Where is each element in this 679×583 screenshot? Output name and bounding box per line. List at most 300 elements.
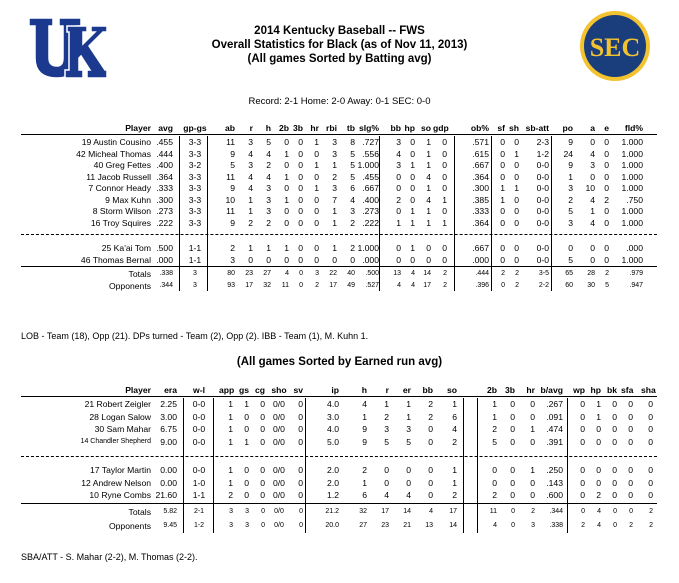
batting-reserve-row-sf-cell: 0 bbox=[500, 254, 505, 265]
pitching-row-3b-cell: 0 bbox=[510, 399, 515, 409]
batting-reserve-row-gdp-cell: 0 bbox=[442, 243, 447, 253]
pitching-row bbox=[21, 423, 657, 435]
batting-row-gp-gs-cell: 3-3 bbox=[188, 183, 202, 193]
pitching-header-w-l-cell: w-l bbox=[193, 385, 205, 395]
pitching-row-hp-cell: 1 bbox=[596, 399, 601, 409]
batting-header-a-cell: a bbox=[590, 123, 595, 133]
batting-row-h-cell: 2 bbox=[266, 160, 271, 170]
pitching-row-app-cell: 1 bbox=[228, 424, 233, 434]
batting-row-player-cell: 7 Connor Heady bbox=[88, 183, 151, 193]
batting-totals-row-ob-cell: .444 bbox=[475, 270, 489, 277]
pitching-totals-row-r-cell: 17 bbox=[381, 507, 389, 515]
batting-row-avg-cell: .444 bbox=[156, 148, 173, 159]
report-subtitle: Overall Statistics for Black (as of Nov 11, 2013) bbox=[211, 39, 468, 51]
batting-row-bb-cell: 1 bbox=[396, 217, 401, 228]
batting-reserve-row-a-cell: 0 bbox=[590, 243, 595, 253]
batting-row-hp-cell: 0 bbox=[410, 171, 415, 182]
batting-row-tb-cell: 8 bbox=[350, 137, 355, 147]
batting-row-gp-gs-cell: 3-3 bbox=[188, 171, 202, 182]
batting-row-po-cell: 3 bbox=[568, 183, 573, 193]
batting-row-3b-cell: 0 bbox=[298, 137, 303, 147]
pitching-reserve-row-hr-cell: 1 bbox=[530, 465, 535, 475]
pitching-reserve-row bbox=[21, 464, 657, 476]
pitching-header-hp-cell: hp bbox=[590, 385, 601, 395]
batting-reserve-row-hr-cell: 0 bbox=[314, 243, 319, 253]
batting-reserve-row-r-cell: 0 bbox=[248, 254, 253, 265]
batting-row-e-cell: 0 bbox=[604, 160, 609, 170]
batting-row-2b-cell: 0 bbox=[284, 160, 289, 170]
pitching-row-app-cell: 1 bbox=[228, 399, 233, 409]
pitching-reserve-row-sho-cell: 0/0 bbox=[273, 477, 285, 488]
batting-row-gdp-cell: 0 bbox=[442, 183, 447, 193]
batting-row-h-cell: 3 bbox=[266, 183, 271, 193]
pitching-row-sha-cell: 0 bbox=[648, 424, 653, 434]
pitching-reserve-row-hp-cell: 0 bbox=[596, 465, 601, 475]
batting-row-hr-cell: 0 bbox=[314, 206, 319, 216]
batting-table bbox=[21, 122, 657, 322]
batting-row-fld-cell: 1.000 bbox=[621, 206, 643, 216]
pitching-reserve-row-era-cell: 21.60 bbox=[155, 490, 177, 500]
batting-row-gp-gs-cell: 3-3 bbox=[188, 137, 202, 147]
batting-opponents-row-2b-cell: 11 bbox=[281, 281, 289, 289]
batting-row-avg-cell: .400 bbox=[156, 160, 173, 170]
batting-row-hp-cell: 1 bbox=[410, 160, 415, 170]
batting-row-h-cell: 2 bbox=[266, 217, 271, 228]
batting-totals-row-ab-cell: 80 bbox=[227, 270, 235, 277]
pitching-row-w-l-cell: 0-0 bbox=[192, 411, 206, 422]
batting-row-gdp-cell: 0 bbox=[442, 148, 447, 159]
pitching-row-era-cell: 3.00 bbox=[160, 411, 177, 422]
pitching-reserve-row-so-cell: 1 bbox=[452, 477, 457, 488]
pitching-row-h-cell: 4 bbox=[362, 399, 367, 409]
batting-totals-rule bbox=[21, 266, 657, 267]
batting-column-rule bbox=[179, 136, 180, 291]
batting-reserve-divider bbox=[21, 234, 657, 235]
batting-row-sf-cell: 0 bbox=[500, 206, 505, 216]
batting-row-2b-cell: 0 bbox=[284, 183, 289, 193]
pitching-reserve-row-3b-cell: 0 bbox=[510, 490, 515, 500]
batting-row-hp-cell: 0 bbox=[410, 148, 415, 159]
batting-row-fld-cell: 1.000 bbox=[621, 160, 643, 170]
pitching-opponents-row-hr-cell: 3 bbox=[531, 522, 535, 529]
pitching-header-gs-cell: gs bbox=[238, 385, 249, 395]
pitching-opponents-row-sv-cell: 0 bbox=[299, 522, 303, 529]
batting-row-sb-att-cell: 0-0 bbox=[536, 217, 549, 228]
batting-reserve-row-rbi-cell: 0 bbox=[332, 254, 337, 265]
batting-row-sf-cell: 0 bbox=[500, 137, 505, 147]
batting-row-so-cell: 1 bbox=[426, 137, 431, 147]
batting-row-gp-gs-cell: 3-2 bbox=[188, 160, 202, 170]
batting-row-sf-cell: 1 bbox=[500, 194, 505, 205]
pitching-reserve-row-er-cell: 0 bbox=[406, 465, 411, 475]
batting-reserve-row-avg-cell: .000 bbox=[156, 254, 173, 265]
batting-row-ob-cell: .333 bbox=[472, 206, 489, 216]
batting-totals-row-sh-cell: 2 bbox=[515, 270, 519, 277]
batting-reserve-row-slg-cell: 1.000 bbox=[357, 243, 379, 253]
batting-row-rbi-cell: 3 bbox=[332, 183, 337, 193]
pitching-reserve-row-hp-cell: 2 bbox=[596, 490, 601, 500]
batting-row-r-cell: 3 bbox=[248, 137, 253, 147]
pitching-row-sv-cell: 0 bbox=[298, 399, 303, 409]
pitching-reserve-row-sfa-cell: 0 bbox=[628, 465, 633, 475]
pitching-row-so-cell: 2 bbox=[452, 436, 457, 447]
batting-row-fld-cell: 1.000 bbox=[621, 217, 643, 228]
pitching-row-wp-cell: 0 bbox=[580, 399, 585, 409]
pitching-reserve-row-cg-cell: 0 bbox=[260, 477, 265, 488]
batting-row-slg-cell: .400 bbox=[362, 194, 379, 205]
pitching-row-era-cell: 6.75 bbox=[160, 424, 177, 434]
batting-row-hp-cell: 1 bbox=[410, 217, 415, 228]
pitching-reserve-row-gs-cell: 0 bbox=[244, 477, 249, 488]
batting-row-a-cell: 0 bbox=[590, 137, 595, 147]
batting-totals-row-rbi-cell: 22 bbox=[329, 270, 337, 277]
batting-reserve-row-avg-cell: .500 bbox=[156, 243, 173, 253]
batting-totals-row-fld-cell: .979 bbox=[629, 270, 643, 277]
pitching-header-bk-cell: bk bbox=[606, 385, 617, 395]
batting-row-avg-cell: .300 bbox=[156, 194, 173, 205]
batting-row-3b-cell: 0 bbox=[298, 171, 303, 182]
pitching-totals-row-so-cell: 17 bbox=[449, 507, 457, 515]
pitching-row-gs-cell: 1 bbox=[244, 399, 249, 409]
batting-header-ob-cell: ob% bbox=[470, 123, 489, 133]
pitching-reserve-row-r-cell: 0 bbox=[384, 477, 389, 488]
batting-reserve-row-sb-att-cell: 0-0 bbox=[536, 243, 549, 253]
pitching-reserve-row-hr-cell: 0 bbox=[530, 477, 535, 488]
pitching-reserve-row-sho-cell: 0/0 bbox=[273, 465, 285, 475]
pitching-row-so-cell: 1 bbox=[452, 399, 457, 409]
batting-reserve-row-r-cell: 1 bbox=[248, 243, 253, 253]
pitching-column-rule bbox=[213, 398, 214, 533]
pitching-reserve-row-h-cell: 1 bbox=[362, 477, 367, 488]
batting-opponents-row-r-cell: 17 bbox=[245, 281, 253, 289]
batting-reserve-row-sh-cell: 0 bbox=[514, 243, 519, 253]
pitching-reserve-row-3b-cell: 0 bbox=[510, 465, 515, 475]
pitching-reserve-row-b-avg-cell: .143 bbox=[546, 477, 563, 488]
batting-reserve-row-po-cell: 0 bbox=[568, 243, 573, 253]
pitching-totals-row-era-cell: 5.82 bbox=[163, 507, 177, 515]
batting-totals-row-2b-cell: 4 bbox=[285, 270, 289, 277]
batting-row-tb-cell: 4 bbox=[350, 194, 355, 205]
batting-totals-row bbox=[21, 268, 657, 280]
pitching-reserve-row bbox=[21, 477, 657, 489]
pitching-header-cg-cell: cg bbox=[254, 385, 265, 395]
pitching-row bbox=[21, 436, 657, 448]
batting-reserve-row-sf-cell: 0 bbox=[500, 243, 505, 253]
batting-header-avg-cell: avg bbox=[158, 123, 173, 133]
batting-reserve-row-2b-cell: 0 bbox=[284, 254, 289, 265]
batting-row-3b-cell: 0 bbox=[298, 148, 303, 159]
batting-reserve-row-h-cell: 1 bbox=[266, 243, 271, 253]
batting-reserve-row-gp-gs-cell: 1-1 bbox=[188, 243, 202, 253]
batting-column-rule bbox=[454, 136, 455, 291]
pitching-row-sha-cell: 0 bbox=[648, 399, 653, 409]
pitching-opponents-row-er-cell: 21 bbox=[403, 522, 411, 529]
batting-row-po-cell: 9 bbox=[568, 137, 573, 147]
batting-row bbox=[21, 205, 657, 217]
batting-row bbox=[21, 217, 657, 229]
pitching-row-w-l-cell: 0-0 bbox=[192, 399, 206, 409]
batting-reserve-row-hr-cell: 0 bbox=[314, 254, 319, 265]
batting-row-slg-cell: .556 bbox=[362, 148, 379, 159]
pitching-reserve-row-hp-cell: 0 bbox=[596, 477, 601, 488]
batting-row-hr-cell: 0 bbox=[314, 217, 319, 228]
pitching-reserve-row-w-l-cell: 1-0 bbox=[192, 477, 206, 488]
pitching-row-h-cell: 9 bbox=[362, 424, 367, 434]
pitching-row-b-avg-cell: .474 bbox=[546, 424, 563, 434]
batting-reserve-row-so-cell: 0 bbox=[426, 254, 431, 265]
pitching-reserve-row-ip-cell: 2.0 bbox=[327, 465, 339, 475]
batting-header-ab-cell: ab bbox=[224, 123, 235, 133]
pitching-totals-row-h-cell: 32 bbox=[359, 507, 367, 515]
pitching-opponents-row-cg-cell: 0 bbox=[261, 522, 265, 529]
pitching-reserve-row-bb-cell: 0 bbox=[428, 477, 433, 488]
batting-totals-row-h-cell: 27 bbox=[263, 270, 271, 277]
batting-reserve-row-so-cell: 0 bbox=[426, 243, 431, 253]
pitching-row-2b-cell: 5 bbox=[492, 436, 497, 447]
batting-header bbox=[21, 122, 657, 134]
pitching-row-wp-cell: 0 bbox=[580, 424, 585, 434]
batting-row-rbi-cell: 1 bbox=[332, 160, 337, 170]
pitching-reserve-row-w-l-cell: 1-1 bbox=[192, 490, 206, 500]
pitching-row-bk-cell: 0 bbox=[612, 436, 617, 447]
pitching-opponents-row-r-cell: 23 bbox=[381, 522, 389, 529]
batting-row-e-cell: 0 bbox=[604, 183, 609, 193]
batting-row-ob-cell: .364 bbox=[472, 171, 489, 182]
pitching-row-2b-cell: 2 bbox=[492, 424, 497, 434]
batting-opponents-row-sb-att-cell: 2-2 bbox=[538, 281, 549, 289]
pitching-opponents-row-b-avg-cell: .338 bbox=[549, 522, 563, 529]
batting-row bbox=[21, 182, 657, 194]
pitching-row-hr-cell: 0 bbox=[530, 399, 535, 409]
batting-header-h-cell: h bbox=[265, 123, 271, 133]
pitching-reserve-row-3b-cell: 0 bbox=[510, 477, 515, 488]
pitching-reserve-row-era-cell: 0.00 bbox=[160, 477, 177, 488]
pitching-row-gs-cell: 1 bbox=[244, 436, 249, 447]
pitching-reserve-row-sha-cell: 0 bbox=[648, 465, 653, 475]
batting-row-2b-cell: 1 bbox=[284, 194, 289, 205]
pitching-reserve-row-wp-cell: 0 bbox=[580, 477, 585, 488]
pitching-reserve-row-h-cell: 2 bbox=[362, 465, 367, 475]
batting-row-r-cell: 4 bbox=[248, 183, 253, 193]
pitching-reserve-row-sv-cell: 0 bbox=[298, 490, 303, 500]
pitching-reserve-row-b-avg-cell: .600 bbox=[546, 490, 563, 500]
pitching-header-rule bbox=[21, 396, 657, 397]
pitching-row-era-cell: 9.00 bbox=[160, 436, 177, 447]
pitching-column-rule bbox=[305, 398, 306, 533]
pitching-totals-row-hp-cell: 4 bbox=[597, 507, 601, 515]
pitching-row-sfa-cell: 0 bbox=[628, 411, 633, 422]
batting-row-hp-cell: 1 bbox=[410, 206, 415, 216]
batting-row-sb-att-cell: 0-0 bbox=[536, 183, 549, 193]
batting-row-rbi-cell: 1 bbox=[332, 217, 337, 228]
pitching-opponents-row-player-cell: Opponents bbox=[108, 521, 151, 531]
pitching-row-sho-cell: 0/0 bbox=[273, 399, 285, 409]
batting-column-rule bbox=[379, 136, 380, 291]
batting-reserve-row bbox=[21, 254, 657, 266]
pitching-row-er-cell: 1 bbox=[406, 399, 411, 409]
batting-opponents-row-e-cell: 5 bbox=[605, 281, 609, 289]
batting-row-sf-cell: 1 bbox=[500, 183, 505, 193]
pitching-row-cg-cell: 0 bbox=[260, 411, 265, 422]
batting-reserve-row-tb-cell: 0 bbox=[350, 254, 355, 265]
batting-row-a-cell: 0 bbox=[590, 171, 595, 182]
pitching-row-3b-cell: 0 bbox=[510, 411, 515, 422]
batting-header-player-cell: Player bbox=[125, 123, 151, 133]
batting-row-hr-cell: 1 bbox=[314, 137, 319, 147]
pitching-reserve-row-er-cell: 4 bbox=[406, 490, 411, 500]
pitching-reserve-row-app-cell: 2 bbox=[228, 490, 233, 500]
batting-row-h-cell: 3 bbox=[266, 206, 271, 216]
pitching-row-h-cell: 1 bbox=[362, 411, 367, 422]
pitching-row-so-cell: 6 bbox=[452, 411, 457, 422]
pitching-reserve-row-app-cell: 1 bbox=[228, 465, 233, 475]
batting-header-bb-cell: bb bbox=[390, 123, 401, 133]
batting-totals-row-hr-cell: 3 bbox=[315, 270, 319, 277]
batting-header-gdp-cell: gdp bbox=[433, 123, 449, 133]
batting-row-a-cell: 4 bbox=[590, 194, 595, 205]
pitching-header-bb-cell: bb bbox=[422, 385, 433, 395]
pitching-totals-row-bk-cell: 0 bbox=[613, 507, 617, 515]
pitching-reserve-row-b-avg-cell: .250 bbox=[546, 465, 563, 475]
batting-totals-row-gdp-cell: 2 bbox=[443, 270, 447, 277]
batting-row-ab-cell: 9 bbox=[230, 183, 235, 193]
pitching-row-er-cell: 3 bbox=[406, 424, 411, 434]
batting-opponents-row-gp-gs-cell: 3 bbox=[193, 281, 197, 289]
batting-row-slg-cell: .222 bbox=[362, 217, 379, 228]
batting-totals-row-tb-cell: 40 bbox=[347, 270, 355, 277]
batting-row-so-cell: 1 bbox=[426, 148, 431, 159]
batting-row-sh-cell: 0 bbox=[514, 137, 519, 147]
batting-row-gdp-cell: 0 bbox=[442, 171, 447, 182]
batting-reserve-row-sh-cell: 0 bbox=[514, 254, 519, 265]
batting-row-bb-cell: 2 bbox=[396, 194, 401, 205]
pitching-row-w-l-cell: 0-0 bbox=[192, 436, 206, 447]
batting-reserve-row-rbi-cell: 1 bbox=[332, 243, 337, 253]
batting-row-fld-cell: 1.000 bbox=[621, 183, 643, 193]
pitching-reserve-row-so-cell: 1 bbox=[452, 465, 457, 475]
batting-header-sf-cell: sf bbox=[497, 123, 505, 133]
pitching-row-player-cell: 14 Chandler Shepherd bbox=[80, 437, 151, 445]
pitching-reserve-row-cg-cell: 0 bbox=[260, 465, 265, 475]
report-sort-note: (All games Sorted by Batting avg) bbox=[247, 53, 432, 65]
batting-row-ab-cell: 9 bbox=[230, 148, 235, 159]
pitching-row-hp-cell: 1 bbox=[596, 411, 601, 422]
batting-row-a-cell: 4 bbox=[590, 148, 595, 159]
pitching-header bbox=[21, 384, 657, 396]
batting-row-slg-cell: 1.000 bbox=[357, 160, 379, 170]
batting-row-bb-cell: 3 bbox=[396, 137, 401, 147]
batting-row-player-cell: 42 Micheal Thomas bbox=[76, 148, 151, 159]
pitching-row-r-cell: 5 bbox=[384, 436, 389, 447]
batting-reserve-row-fld-cell: .000 bbox=[626, 243, 643, 253]
pitching-opponents-row-2b-cell: 4 bbox=[493, 522, 497, 529]
pitching-reserve-row-2b-cell: 0 bbox=[492, 465, 497, 475]
batting-row-3b-cell: 0 bbox=[298, 217, 303, 228]
batting-row-2b-cell: 0 bbox=[284, 206, 289, 216]
batting-row-slg-cell: .727 bbox=[362, 137, 379, 147]
batting-row-po-cell: 1 bbox=[568, 171, 573, 182]
batting-reserve-row-hp-cell: 0 bbox=[410, 254, 415, 265]
batting-reserve-row-bb-cell: 0 bbox=[396, 243, 401, 253]
pitching-row-bb-cell: 2 bbox=[428, 399, 433, 409]
batting-row bbox=[21, 148, 657, 160]
batting-column-rule bbox=[491, 136, 492, 291]
batting-row-tb-cell: 5 bbox=[350, 148, 355, 159]
batting-row-bb-cell: 4 bbox=[396, 148, 401, 159]
batting-reserve-row-player-cell: 46 Thomas Bernal bbox=[80, 254, 151, 265]
batting-row-slg-cell: .455 bbox=[362, 171, 379, 182]
batting-totals-row-avg-cell: .338 bbox=[159, 270, 173, 277]
pitching-column-rule bbox=[567, 398, 568, 533]
pitching-row-b-avg-cell: .267 bbox=[546, 399, 563, 409]
batting-row-r-cell: 2 bbox=[248, 217, 253, 228]
batting-opponents-row-player-cell: Opponents bbox=[108, 280, 151, 291]
batting-row-tb-cell: 5 bbox=[350, 160, 355, 170]
pitching-reserve-row-era-cell: 0.00 bbox=[160, 465, 177, 475]
batting-row-h-cell: 5 bbox=[266, 137, 271, 147]
batting-row-sf-cell: 0 bbox=[500, 160, 505, 170]
pitching-reserve-row-ip-cell: 1.2 bbox=[327, 490, 339, 500]
batting-row-sf-cell: 0 bbox=[500, 171, 505, 182]
batting-reserve-row-player-cell: 25 Ka'ai Tom bbox=[101, 243, 151, 253]
batting-row-gdp-cell: 1 bbox=[442, 217, 447, 228]
batting-row-ob-cell: .571 bbox=[472, 137, 489, 147]
batting-row-2b-cell: 1 bbox=[284, 171, 289, 182]
pitching-totals-rule bbox=[21, 503, 657, 504]
pitching-row-gs-cell: 0 bbox=[244, 411, 249, 422]
batting-row-e-cell: 0 bbox=[604, 171, 609, 182]
batting-row-sf-cell: 0 bbox=[500, 217, 505, 228]
batting-row-sh-cell: 1 bbox=[514, 148, 519, 159]
pitching-opponents-row-sha-cell: 2 bbox=[649, 522, 653, 529]
batting-opponents-row-hp-cell: 4 bbox=[411, 281, 415, 289]
pitching-reserve-divider bbox=[21, 456, 657, 457]
batting-reserve-row-tb-cell: 2 bbox=[350, 243, 355, 253]
pitching-row-h-cell: 9 bbox=[362, 436, 367, 447]
batting-opponents-row-sh-cell: 2 bbox=[515, 281, 519, 289]
batting-totals-row-slg-cell: .500 bbox=[365, 270, 379, 277]
pitching-reserve-row-sfa-cell: 0 bbox=[628, 477, 633, 488]
batting-opponents-row-a-cell: 30 bbox=[587, 281, 595, 289]
batting-header-rule bbox=[21, 134, 657, 135]
batting-header-rbi-cell: rbi bbox=[326, 123, 337, 133]
batting-row-fld-cell: 1.000 bbox=[621, 148, 643, 159]
batting-row-po-cell: 3 bbox=[568, 217, 573, 228]
batting-header-3b-cell: 3b bbox=[292, 123, 303, 133]
pitching-row-cg-cell: 0 bbox=[260, 436, 265, 447]
pitching-header-sfa-cell: sfa bbox=[621, 385, 634, 395]
pitching-row-sv-cell: 0 bbox=[298, 411, 303, 422]
pitching-totals-row-hr-cell: 2 bbox=[531, 507, 535, 515]
batting-row-ab-cell: 10 bbox=[225, 194, 235, 205]
pitching-reserve-row-er-cell: 0 bbox=[406, 477, 411, 488]
pitching-header-player-cell: Player bbox=[125, 385, 151, 395]
lob-note: LOB - Team (18), Opp (21). DPs turned - Team (2), Opp (2). IBB - Team (1), M. Kuhn 1. bbox=[21, 331, 369, 341]
batting-totals-row-bb-cell: 13 bbox=[393, 270, 401, 277]
batting-reserve-row-a-cell: 0 bbox=[590, 254, 595, 265]
batting-reserve-row-sb-att-cell: 0-0 bbox=[536, 254, 549, 265]
batting-reserve-row-fld-cell: 1.000 bbox=[621, 254, 643, 265]
batting-row-rbi-cell: 1 bbox=[332, 206, 337, 216]
batting-row-sb-att-cell: 1-2 bbox=[536, 148, 549, 159]
batting-reserve-row-ab-cell: 3 bbox=[230, 254, 235, 265]
pitching-row-sho-cell: 0/0 bbox=[273, 411, 285, 422]
batting-row-a-cell: 4 bbox=[590, 217, 595, 228]
pitching-totals-row-b-avg-cell: .344 bbox=[549, 507, 563, 515]
pitching-row-bk-cell: 0 bbox=[612, 424, 617, 434]
batting-reserve-row-e-cell: 0 bbox=[604, 254, 609, 265]
pitching-totals-row-bb-cell: 4 bbox=[429, 507, 433, 515]
